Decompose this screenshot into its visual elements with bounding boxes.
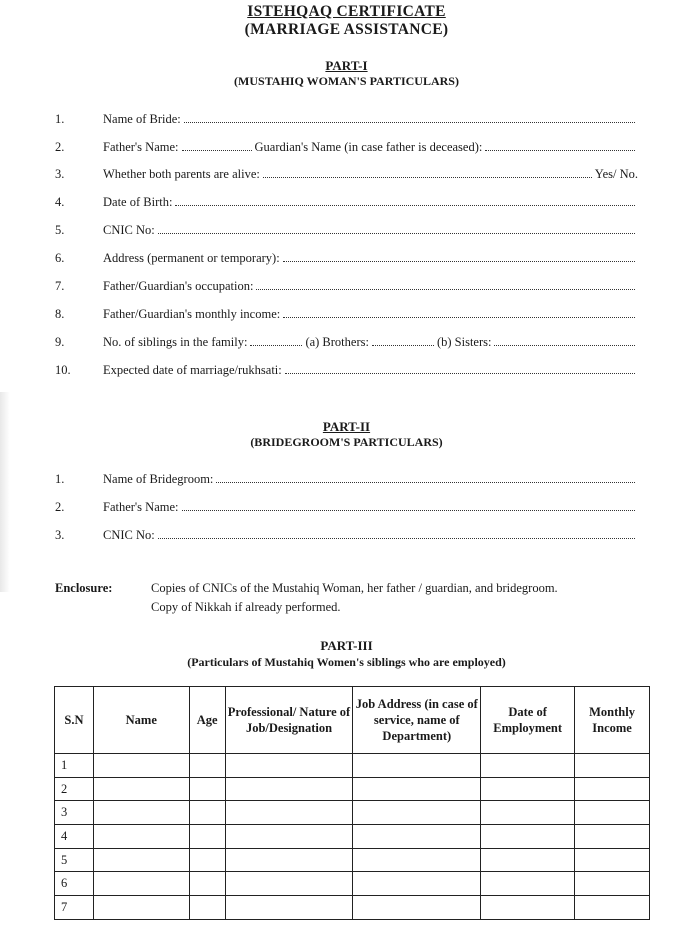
form-row-siblings (0, 333, 693, 351)
table-cell[interactable] (481, 825, 575, 849)
table-row (55, 801, 650, 825)
certificate-subtitle: (MARRIAGE ASSISTANCE) (244, 21, 449, 38)
row-number: 7 (55, 896, 94, 920)
table-cell[interactable] (575, 777, 650, 801)
row-number: 6 (55, 872, 94, 896)
item-number: 2. (55, 500, 65, 514)
row-number: 1 (55, 754, 94, 778)
field-label: CNIC No: (103, 528, 155, 542)
table-cell[interactable] (189, 825, 225, 849)
form-row-bridegroom-father (0, 498, 693, 516)
table-cell[interactable] (575, 754, 650, 778)
table-cell[interactable] (225, 801, 353, 825)
part2-heading: PART-II (322, 419, 371, 434)
table-row (55, 825, 650, 849)
marriage-date-field[interactable] (285, 361, 635, 374)
table-row (55, 777, 650, 801)
table-cell[interactable] (353, 825, 481, 849)
table-cell[interactable] (353, 872, 481, 896)
part2-subheading: (BRIDEGROOM'S PARTICULARS) (250, 435, 443, 449)
enclosure-label: Enclosure: (55, 581, 113, 595)
yes-no-option[interactable]: Yes/ No. (594, 167, 638, 181)
form-row-marriage-date (0, 361, 693, 379)
field-label: Father/Guardian's monthly income: (103, 307, 281, 321)
form-row-bride-name (0, 110, 693, 128)
bridegroom-father-field[interactable] (182, 498, 636, 511)
field-label: Father's Name: (103, 140, 179, 154)
table-cell[interactable] (225, 754, 353, 778)
item-number: 8. (55, 307, 65, 321)
column-header-profession: Professional/ Nature of Job/Designation (225, 687, 353, 754)
form-row-date-of-birth (0, 193, 693, 211)
item-number: 3. (55, 528, 65, 542)
item-number: 2. (55, 140, 65, 154)
item-number: 6. (55, 251, 65, 265)
field-label: No. of siblings in the family: (103, 335, 248, 349)
table-header-row (55, 687, 650, 754)
bridegroom-cnic-field[interactable] (158, 526, 635, 539)
item-number: 1. (55, 472, 65, 486)
table-cell[interactable] (353, 754, 481, 778)
table-row (55, 754, 650, 778)
enclosure-line-2: Copy of Nikkah if already performed. (151, 600, 341, 614)
field-label: Address (permanent or temporary): (103, 251, 280, 265)
form-row-father-name (0, 138, 693, 156)
field-label: Father's Name: (103, 500, 179, 514)
table-cell[interactable] (93, 777, 189, 801)
part3-subheading: (Particulars of Mustahiq Women's siblings who are employed) (187, 655, 506, 669)
table-cell[interactable] (481, 754, 575, 778)
field-label: Father/Guardian's occupation: (103, 279, 254, 293)
table-cell[interactable] (575, 872, 650, 896)
part3-heading: PART-III (320, 638, 373, 653)
field-label: Date of Birth: (103, 195, 173, 209)
table-cell[interactable] (353, 896, 481, 920)
table-cell[interactable] (189, 754, 225, 778)
table-cell[interactable] (481, 896, 575, 920)
table-cell[interactable] (225, 896, 353, 920)
employed-siblings-table (54, 686, 650, 920)
form-row-monthly-income (0, 305, 693, 323)
table-cell[interactable] (189, 801, 225, 825)
field-label: Name of Bride: (103, 112, 181, 126)
date-of-birth-field[interactable] (175, 193, 635, 206)
table-cell[interactable] (575, 825, 650, 849)
item-number: 9. (55, 335, 65, 349)
table-cell[interactable] (93, 754, 189, 778)
field-label: (b) Sisters: (436, 335, 492, 349)
sisters-field[interactable] (494, 333, 635, 346)
table-cell[interactable] (353, 848, 481, 872)
row-number: 3 (55, 801, 94, 825)
row-number: 5 (55, 848, 94, 872)
parents-alive-field[interactable] (263, 165, 592, 178)
table-cell[interactable] (575, 801, 650, 825)
field-label: Guardian's Name (in case father is deceased): (254, 140, 483, 154)
field-label: CNIC No: (103, 223, 155, 237)
table-cell[interactable] (189, 848, 225, 872)
table-row (55, 872, 650, 896)
table-cell[interactable] (189, 872, 225, 896)
table-cell[interactable] (353, 777, 481, 801)
table-cell[interactable] (481, 801, 575, 825)
address-field[interactable] (283, 249, 635, 262)
form-row-bridegroom-cnic (0, 526, 693, 544)
table-cell[interactable] (481, 777, 575, 801)
item-number: 3. (55, 167, 65, 181)
table-cell[interactable] (189, 896, 225, 920)
table-cell[interactable] (575, 848, 650, 872)
table-row (55, 896, 650, 920)
item-number: 1. (55, 112, 65, 126)
form-row-bridegroom-name (0, 470, 693, 488)
field-label: Whether both parents are alive: (103, 167, 260, 181)
brothers-field[interactable] (372, 333, 434, 346)
cnic-field[interactable] (158, 221, 635, 234)
father-name-field[interactable] (182, 138, 252, 151)
bride-name-field[interactable] (184, 110, 635, 123)
column-header-sn: S.N (55, 687, 94, 754)
table-cell[interactable] (481, 872, 575, 896)
table-cell[interactable] (481, 848, 575, 872)
form-row-cnic (0, 221, 693, 239)
enclosure-line-1: Copies of CNICs of the Mustahiq Woman, her father / guardian, and bridegroom. (151, 581, 558, 595)
form-row-occupation (0, 277, 693, 295)
table-cell[interactable] (93, 848, 189, 872)
column-header-date-of-employment: Date of Employment (481, 687, 575, 754)
part1-subheading: (MUSTAHIQ WOMAN'S PARTICULARS) (234, 74, 459, 88)
row-number: 4 (55, 825, 94, 849)
table-cell[interactable] (225, 848, 353, 872)
row-number: 2 (55, 777, 94, 801)
item-number: 4. (55, 195, 65, 209)
table-cell[interactable] (225, 825, 353, 849)
item-number: 5. (55, 223, 65, 237)
table-cell[interactable] (225, 777, 353, 801)
table-cell[interactable] (93, 801, 189, 825)
occupation-field[interactable] (256, 277, 635, 290)
item-number: 10. (55, 363, 71, 377)
column-header-job-address: Job Address (in case of service, name of Department) (353, 687, 481, 754)
siblings-count-field[interactable] (250, 333, 302, 346)
table-cell[interactable] (575, 896, 650, 920)
table-cell[interactable] (189, 777, 225, 801)
column-header-age: Age (189, 687, 225, 754)
table-cell[interactable] (225, 872, 353, 896)
form-row-address (0, 249, 693, 267)
column-header-name: Name (93, 687, 189, 754)
table-cell[interactable] (93, 872, 189, 896)
table-cell[interactable] (353, 801, 481, 825)
certificate-title: ISTEHQAQ CERTIFICATE (247, 3, 446, 20)
table-cell[interactable] (93, 896, 189, 920)
monthly-income-field[interactable] (283, 305, 635, 318)
part1-heading: PART-I (325, 58, 368, 73)
guardian-name-field[interactable] (485, 138, 635, 151)
field-label: Name of Bridegroom: (103, 472, 214, 486)
column-header-monthly-income: Monthly Income (575, 687, 650, 754)
form-row-parents-alive (0, 165, 693, 183)
bridegroom-name-field[interactable] (216, 470, 635, 483)
table-cell[interactable] (93, 825, 189, 849)
field-label: Expected date of marriage/rukhsati: (103, 363, 282, 377)
field-label: (a) Brothers: (305, 335, 369, 349)
table-row (55, 848, 650, 872)
item-number: 7. (55, 279, 65, 293)
